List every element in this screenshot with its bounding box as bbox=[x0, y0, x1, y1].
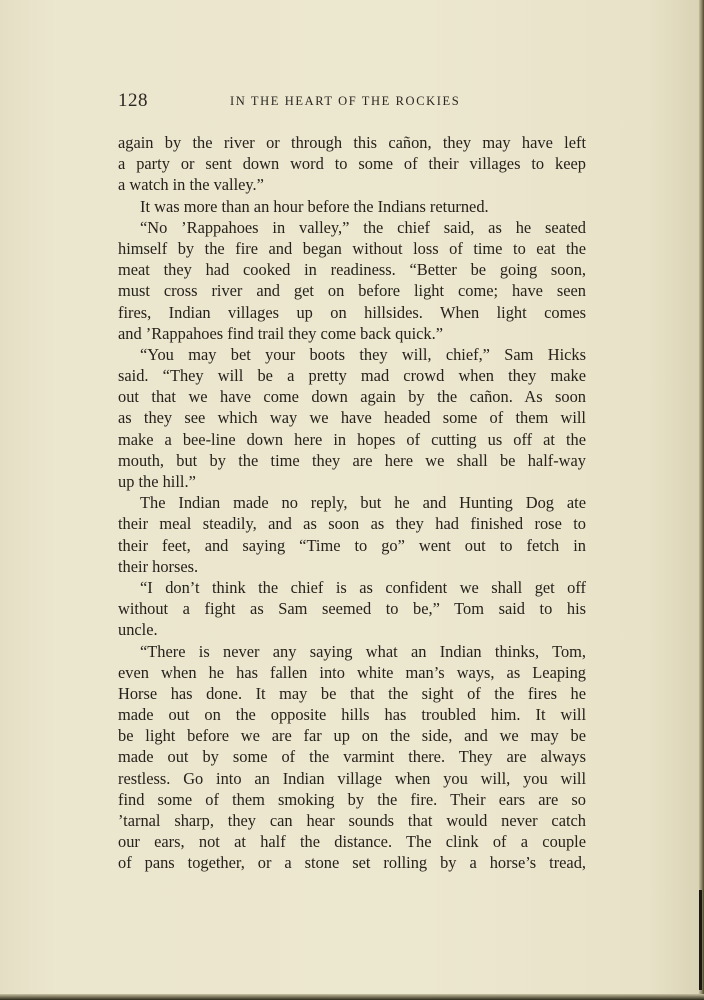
text-line: made out by some of the varmint there. They are always bbox=[118, 747, 586, 767]
text-line: and ’Rappahoes find trail they come back quick.” bbox=[118, 323, 443, 343]
text-line: our ears, not at half the distance. The clink of a couple bbox=[118, 832, 586, 852]
text-line: ’tarnal sharp, they can hear sounds that would never catch bbox=[118, 811, 586, 830]
text-line: meat they had cooked in readiness. “Better be going soon, bbox=[118, 260, 586, 280]
page-edge-mark bbox=[699, 890, 702, 990]
page-header bbox=[118, 90, 588, 114]
text-line: “There is never any saying what an Indian thinks, Tom, bbox=[140, 641, 586, 661]
page-edge-bottom bbox=[0, 994, 704, 1000]
text-line: uncle. bbox=[118, 620, 158, 640]
text-line: as they see which way we have headed some of them will bbox=[118, 408, 586, 428]
text-line: a party or sent down word to some of their villages to keep bbox=[118, 154, 586, 174]
text-line: The Indian made no reply, but he and Hunting Dog ate bbox=[140, 493, 586, 513]
text-line: make a bee-line down here in hopes of cutting us off at the bbox=[118, 429, 586, 449]
text-line: find some of them smoking by the fire. Their ears are so bbox=[118, 789, 586, 809]
text-line: It was more than an hour before the Indians returned. bbox=[140, 196, 489, 216]
text-line: their meal steadily, and as soon as they had finished rose to bbox=[118, 514, 586, 534]
text-line: himself by the fire and began without loss of time to eat the bbox=[118, 238, 586, 258]
text-line: mouth, but by the time they are here we shall be half-way bbox=[118, 450, 586, 470]
page-number: 128 bbox=[118, 90, 148, 111]
text-line: up the hill.” bbox=[118, 472, 196, 491]
text-line: a watch in the valley.” bbox=[118, 175, 264, 195]
text-line: “You may bet your boots they will, chief,” Sam Hicks bbox=[140, 344, 586, 364]
text-line: be light before we are far up on the side, and we may be bbox=[118, 726, 586, 746]
text-line: made out on the opposite hills has troubled him. It will bbox=[118, 705, 586, 725]
text-line: Horse has done. It may be that the sight of the fires he bbox=[118, 683, 586, 703]
text-line: even when he has fallen into white man’s ways, as Leaping bbox=[118, 662, 586, 682]
text-line: their horses. bbox=[118, 556, 199, 576]
text-line: their feet, and saying “Time to go” went out to fetch in bbox=[118, 535, 586, 555]
text-line: “I don’t think the chief is as confident we shall get off bbox=[140, 577, 586, 597]
text-line: again by the river or through this cañon, they may have left bbox=[118, 133, 586, 152]
text-line: said. “They will be a pretty mad crowd when they make bbox=[118, 366, 586, 386]
text-line: without a fight as Sam seemed to be,” Tom said to his bbox=[118, 599, 586, 619]
text-line: must cross river and get on before light come; have seen bbox=[118, 281, 586, 301]
text-line: “No ’Rappahoes in valley,” the chief said, as he seated bbox=[140, 217, 586, 237]
text-line: fires, Indian villages up on hillsides. When light comes bbox=[118, 302, 586, 322]
page-edge-right bbox=[699, 0, 704, 1000]
text-line: out that we have come down again by the cañon. As soon bbox=[118, 387, 586, 407]
running-head: IN THE HEART OF THE ROCKIES bbox=[230, 94, 461, 108]
text-line: of pans together, or a stone set rolling by a horse’s tread, bbox=[118, 853, 586, 873]
body-text bbox=[118, 132, 586, 874]
text-line: restless. Go into an Indian village when you will, you will bbox=[118, 768, 586, 788]
